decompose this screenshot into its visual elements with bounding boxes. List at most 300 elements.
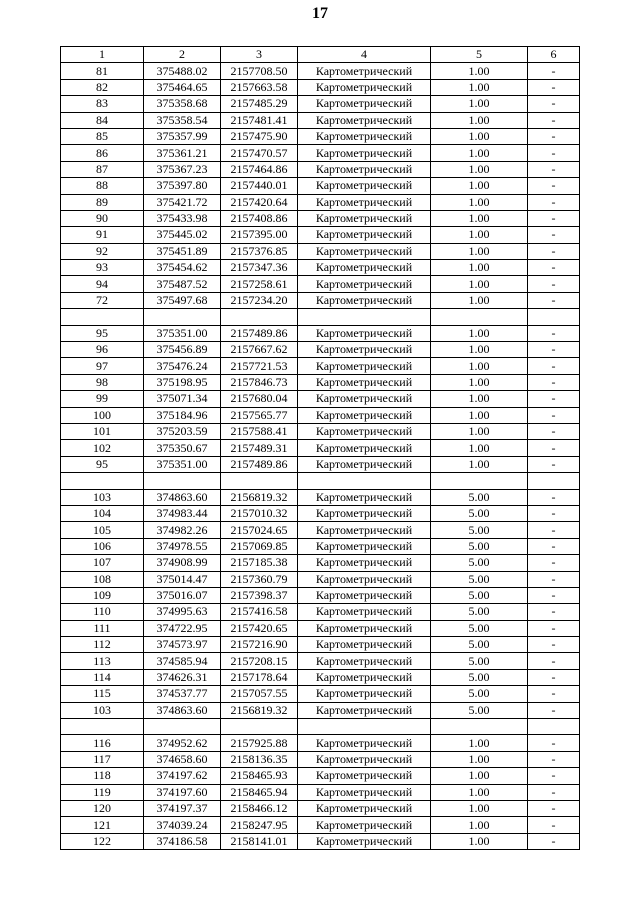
table-cell: Картометрический [298,604,431,620]
table-cell: 1.00 [431,112,528,128]
table-cell: 5.00 [431,620,528,636]
table-cell: 2158141.01 [221,833,298,849]
table-row [61,571,580,587]
table-cell: 93 [61,260,144,276]
table-cell: 2157185.38 [221,555,298,571]
table-cell: 2157470.57 [221,145,298,161]
table-cell: - [528,423,580,439]
table-cell: - [528,456,580,472]
table-cell: 1.00 [431,407,528,423]
table-cell: 1.00 [431,817,528,833]
table-cell: - [528,555,580,571]
table-cell: - [528,653,580,669]
table-row [61,505,580,521]
table-cell: Картометрический [298,489,431,505]
empty-cell [298,719,431,735]
table-cell: - [528,194,580,210]
table-row [61,489,580,505]
table-cell: Картометрический [298,522,431,538]
table-cell: 374626.31 [144,669,221,685]
table-cell: 374573.97 [144,637,221,653]
table-cell: - [528,768,580,784]
table-cell: Картометрический [298,194,431,210]
table-cell: 89 [61,194,144,210]
table-cell: 113 [61,653,144,669]
table-cell: Картометрический [298,391,431,407]
table-cell: 2158466.12 [221,800,298,816]
table-cell: 2157234.20 [221,292,298,308]
table-cell: 375350.67 [144,440,221,456]
table-cell: 375445.02 [144,227,221,243]
table-cell: 2157485.29 [221,96,298,112]
table-cell: 2157347.36 [221,260,298,276]
empty-cell [431,473,528,489]
table-cell: Картометрический [298,210,431,226]
table-cell: 374952.62 [144,735,221,751]
table-cell: 118 [61,768,144,784]
table-cell: Картометрический [298,112,431,128]
table-cell: 375464.65 [144,79,221,95]
table-cell: - [528,342,580,358]
table-cell: 99 [61,391,144,407]
table-cell: 1.00 [431,456,528,472]
column-header: 4 [298,47,431,63]
table-cell: Картометрический [298,555,431,571]
table-cell: 2157667.62 [221,342,298,358]
table-cell: 1.00 [431,178,528,194]
table-cell: Картометрический [298,276,431,292]
table-row [61,587,580,603]
table-cell: 120 [61,800,144,816]
table-cell: Картометрический [298,669,431,685]
table-cell: 81 [61,63,144,79]
table-cell: - [528,669,580,685]
table-cell: 97 [61,358,144,374]
empty-cell [144,473,221,489]
separator-row [61,473,580,489]
table-cell: Картометрический [298,128,431,144]
table-cell: 374197.60 [144,784,221,800]
table-row [61,555,580,571]
table-cell: 374908.99 [144,555,221,571]
table-row [61,800,580,816]
table-cell: 5.00 [431,637,528,653]
table-cell: 98 [61,374,144,390]
table-cell: Картометрический [298,587,431,603]
table-cell: - [528,243,580,259]
table-cell: Картометрический [298,538,431,554]
column-header: 6 [528,47,580,63]
table-cell: 2156819.32 [221,702,298,718]
table-cell: 375497.68 [144,292,221,308]
table-cell: 103 [61,489,144,505]
table-cell: 1.00 [431,292,528,308]
table-cell: - [528,505,580,521]
table-cell: 1.00 [431,194,528,210]
table-cell: 1.00 [431,358,528,374]
table-cell: Картометрический [298,800,431,816]
table-cell: 374197.37 [144,800,221,816]
table-cell: 374537.77 [144,686,221,702]
table-cell: 1.00 [431,79,528,95]
table-cell: 111 [61,620,144,636]
table-row [61,112,580,128]
table-cell: Картометрический [298,161,431,177]
empty-cell [144,719,221,735]
table-cell: 374978.55 [144,538,221,554]
table-cell: Картометрический [298,423,431,439]
table-cell: 2157721.53 [221,358,298,374]
table-cell: 374197.62 [144,768,221,784]
table-cell: Картометрический [298,505,431,521]
table-cell: Картометрический [298,260,431,276]
table-cell: Картометрический [298,63,431,79]
empty-cell [61,309,144,325]
table-cell: Картометрический [298,686,431,702]
table-cell: - [528,79,580,95]
table-cell: 375351.00 [144,325,221,341]
table-row [61,243,580,259]
table-cell: 375358.54 [144,112,221,128]
table-row [61,358,580,374]
table-cell: 2156819.32 [221,489,298,505]
table-cell: - [528,145,580,161]
table-cell: 5.00 [431,571,528,587]
table-row [61,374,580,390]
table-cell: 1.00 [431,243,528,259]
empty-cell [431,719,528,735]
table-cell: 2157420.64 [221,194,298,210]
table-body [61,63,580,850]
table-cell: Картометрический [298,358,431,374]
table-cell: 2157376.85 [221,243,298,259]
table-cell: 2157588.41 [221,423,298,439]
table-cell: 1.00 [431,833,528,849]
table-row [61,768,580,784]
table-cell: 1.00 [431,374,528,390]
table-cell: 91 [61,227,144,243]
table-cell: 2157395.00 [221,227,298,243]
table-cell: - [528,96,580,112]
table-row [61,538,580,554]
table-cell: 1.00 [431,210,528,226]
empty-cell [431,309,528,325]
table-cell: 121 [61,817,144,833]
table-cell: 2157010.32 [221,505,298,521]
table-cell: 105 [61,522,144,538]
table-cell: Картометрический [298,374,431,390]
empty-cell [221,719,298,735]
empty-cell [61,473,144,489]
table-row [61,440,580,456]
table-cell: 5.00 [431,538,528,554]
table-row [61,161,580,177]
table-cell: - [528,571,580,587]
table-cell: 374982.26 [144,522,221,538]
empty-cell [221,473,298,489]
table-cell: - [528,604,580,620]
table-cell: 375421.72 [144,194,221,210]
table-cell: 92 [61,243,144,259]
table-cell: 1.00 [431,391,528,407]
empty-cell [298,309,431,325]
table-row [61,735,580,751]
table-cell: 2158247.95 [221,817,298,833]
table-row [61,227,580,243]
table-cell: Картометрический [298,702,431,718]
page-number: 17 [312,5,328,22]
table-cell: 2158136.35 [221,751,298,767]
table-cell: - [528,161,580,177]
table-row [61,96,580,112]
table-cell: 82 [61,79,144,95]
table-cell: Картометрический [298,571,431,587]
table-cell: - [528,587,580,603]
table-cell: - [528,227,580,243]
table-cell: 374039.24 [144,817,221,833]
table-row [61,391,580,407]
table-cell: 375198.95 [144,374,221,390]
table-cell: 5.00 [431,489,528,505]
table-cell: 115 [61,686,144,702]
table-cell: 1.00 [431,260,528,276]
table-cell: Картометрический [298,227,431,243]
table-cell: 86 [61,145,144,161]
table-cell: 2158465.93 [221,768,298,784]
table-cell: 374585.94 [144,653,221,669]
column-header: 1 [61,47,144,63]
table-cell: Картометрический [298,653,431,669]
table-cell: 106 [61,538,144,554]
table-cell: 2157420.65 [221,620,298,636]
table-row [61,178,580,194]
table-cell: - [528,817,580,833]
table-cell: 109 [61,587,144,603]
table-cell: 2157489.86 [221,325,298,341]
table-row [61,817,580,833]
table-cell: 95 [61,325,144,341]
table-cell: 374658.60 [144,751,221,767]
table-cell: Картометрический [298,751,431,767]
table-cell: 1.00 [431,800,528,816]
table-cell: 375184.96 [144,407,221,423]
table-cell: 2158465.94 [221,784,298,800]
empty-cell [528,309,580,325]
table-cell: 375488.02 [144,63,221,79]
table-cell: - [528,178,580,194]
table-cell: 374186.58 [144,833,221,849]
table-cell: - [528,374,580,390]
table-row [61,784,580,800]
table-cell: 2157024.65 [221,522,298,538]
table-cell: Картометрический [298,456,431,472]
table-row [61,210,580,226]
table-cell: 2157216.90 [221,637,298,653]
table-cell: 85 [61,128,144,144]
table-row [61,637,580,653]
table-row [61,292,580,308]
table-cell: 1.00 [431,63,528,79]
empty-cell [144,309,221,325]
table-cell: Картометрический [298,342,431,358]
table-cell: Картометрический [298,145,431,161]
table-cell: 2157708.50 [221,63,298,79]
table-cell: 374863.60 [144,702,221,718]
separator-row [61,719,580,735]
table-row [61,407,580,423]
table-cell: 1.00 [431,423,528,439]
table-cell: Картометрический [298,79,431,95]
table-cell: - [528,637,580,653]
table-cell: - [528,391,580,407]
table-cell: 108 [61,571,144,587]
table-cell: 375433.98 [144,210,221,226]
table-cell: 375454.62 [144,260,221,276]
table-cell: - [528,538,580,554]
table-cell: - [528,358,580,374]
table-row [61,63,580,79]
table-cell: 2157440.01 [221,178,298,194]
table-cell: 5.00 [431,505,528,521]
table-row [61,456,580,472]
table-cell: 375476.24 [144,358,221,374]
table-cell: Картометрический [298,407,431,423]
table-row [61,620,580,636]
table-cell: Картометрический [298,784,431,800]
table-row [61,342,580,358]
table-cell: - [528,702,580,718]
table-cell: 375367.23 [144,161,221,177]
table-cell: 101 [61,423,144,439]
table-cell: Картометрический [298,637,431,653]
table-cell: 2157360.79 [221,571,298,587]
table-cell: - [528,784,580,800]
table-row [61,833,580,849]
table-row [61,276,580,292]
table-cell: - [528,276,580,292]
table-cell: 100 [61,407,144,423]
table-cell: 1.00 [431,128,528,144]
table-cell: 1.00 [431,768,528,784]
table-cell: 374995.63 [144,604,221,620]
table-header-row [61,47,580,63]
table-cell: 5.00 [431,669,528,685]
table-cell: 375361.21 [144,145,221,161]
table-row [61,522,580,538]
table-cell: 2157680.04 [221,391,298,407]
table-cell: 375351.00 [144,456,221,472]
table-row [61,751,580,767]
table-cell: 1.00 [431,96,528,112]
table-cell: 375203.59 [144,423,221,439]
table-cell: 375397.80 [144,178,221,194]
table-cell: 375016.07 [144,587,221,603]
table-cell: 96 [61,342,144,358]
table-cell: 87 [61,161,144,177]
table-cell: 104 [61,505,144,521]
table-cell: Картометрический [298,440,431,456]
table-cell: 375456.89 [144,342,221,358]
table-cell: - [528,128,580,144]
table-cell: 375358.68 [144,96,221,112]
table-cell: Картометрический [298,325,431,341]
table-cell: 1.00 [431,276,528,292]
table-cell: 88 [61,178,144,194]
table-cell: Картометрический [298,96,431,112]
column-header: 5 [431,47,528,63]
table-cell: 5.00 [431,702,528,718]
table-cell: Картометрический [298,620,431,636]
table-cell: 2157475.90 [221,128,298,144]
table-cell: 1.00 [431,161,528,177]
table-cell: - [528,800,580,816]
table-cell: 1.00 [431,751,528,767]
table-cell: 114 [61,669,144,685]
table-cell: 107 [61,555,144,571]
table-cell: 2157408.86 [221,210,298,226]
table-row [61,128,580,144]
table-cell: 112 [61,637,144,653]
table-cell: 375487.52 [144,276,221,292]
table-cell: 1.00 [431,325,528,341]
table-row [61,145,580,161]
table-cell: 2157489.86 [221,456,298,472]
table-row [61,260,580,276]
table-cell: 2157846.73 [221,374,298,390]
table-cell: - [528,407,580,423]
table-cell: 2157565.77 [221,407,298,423]
table-cell: 374863.60 [144,489,221,505]
table-cell: - [528,210,580,226]
table-cell: Картометрический [298,833,431,849]
table-row [61,604,580,620]
table-cell: 5.00 [431,653,528,669]
table-cell: 110 [61,604,144,620]
table-cell: Картометрический [298,817,431,833]
table-cell: 374983.44 [144,505,221,521]
table-cell: 103 [61,702,144,718]
table-cell: 2157925.88 [221,735,298,751]
table-cell: 2157464.86 [221,161,298,177]
table-cell: 375014.47 [144,571,221,587]
table-cell: 1.00 [431,342,528,358]
table-row [61,194,580,210]
table-cell: - [528,292,580,308]
table-cell: - [528,833,580,849]
column-header: 2 [144,47,221,63]
table-cell: 95 [61,456,144,472]
separator-row [61,309,580,325]
table-cell: 2157178.64 [221,669,298,685]
table-cell: 102 [61,440,144,456]
table-row [61,325,580,341]
table-cell: - [528,440,580,456]
table-cell: - [528,620,580,636]
table-cell: 5.00 [431,686,528,702]
table-cell: - [528,522,580,538]
empty-cell [221,309,298,325]
table-cell: 5.00 [431,587,528,603]
table-cell: - [528,735,580,751]
table-cell: 83 [61,96,144,112]
empty-cell [61,719,144,735]
empty-cell [528,719,580,735]
table-cell: 122 [61,833,144,849]
table-cell: 375357.99 [144,128,221,144]
table-cell: 1.00 [431,784,528,800]
table-cell: - [528,63,580,79]
table-cell: Картометрический [298,735,431,751]
